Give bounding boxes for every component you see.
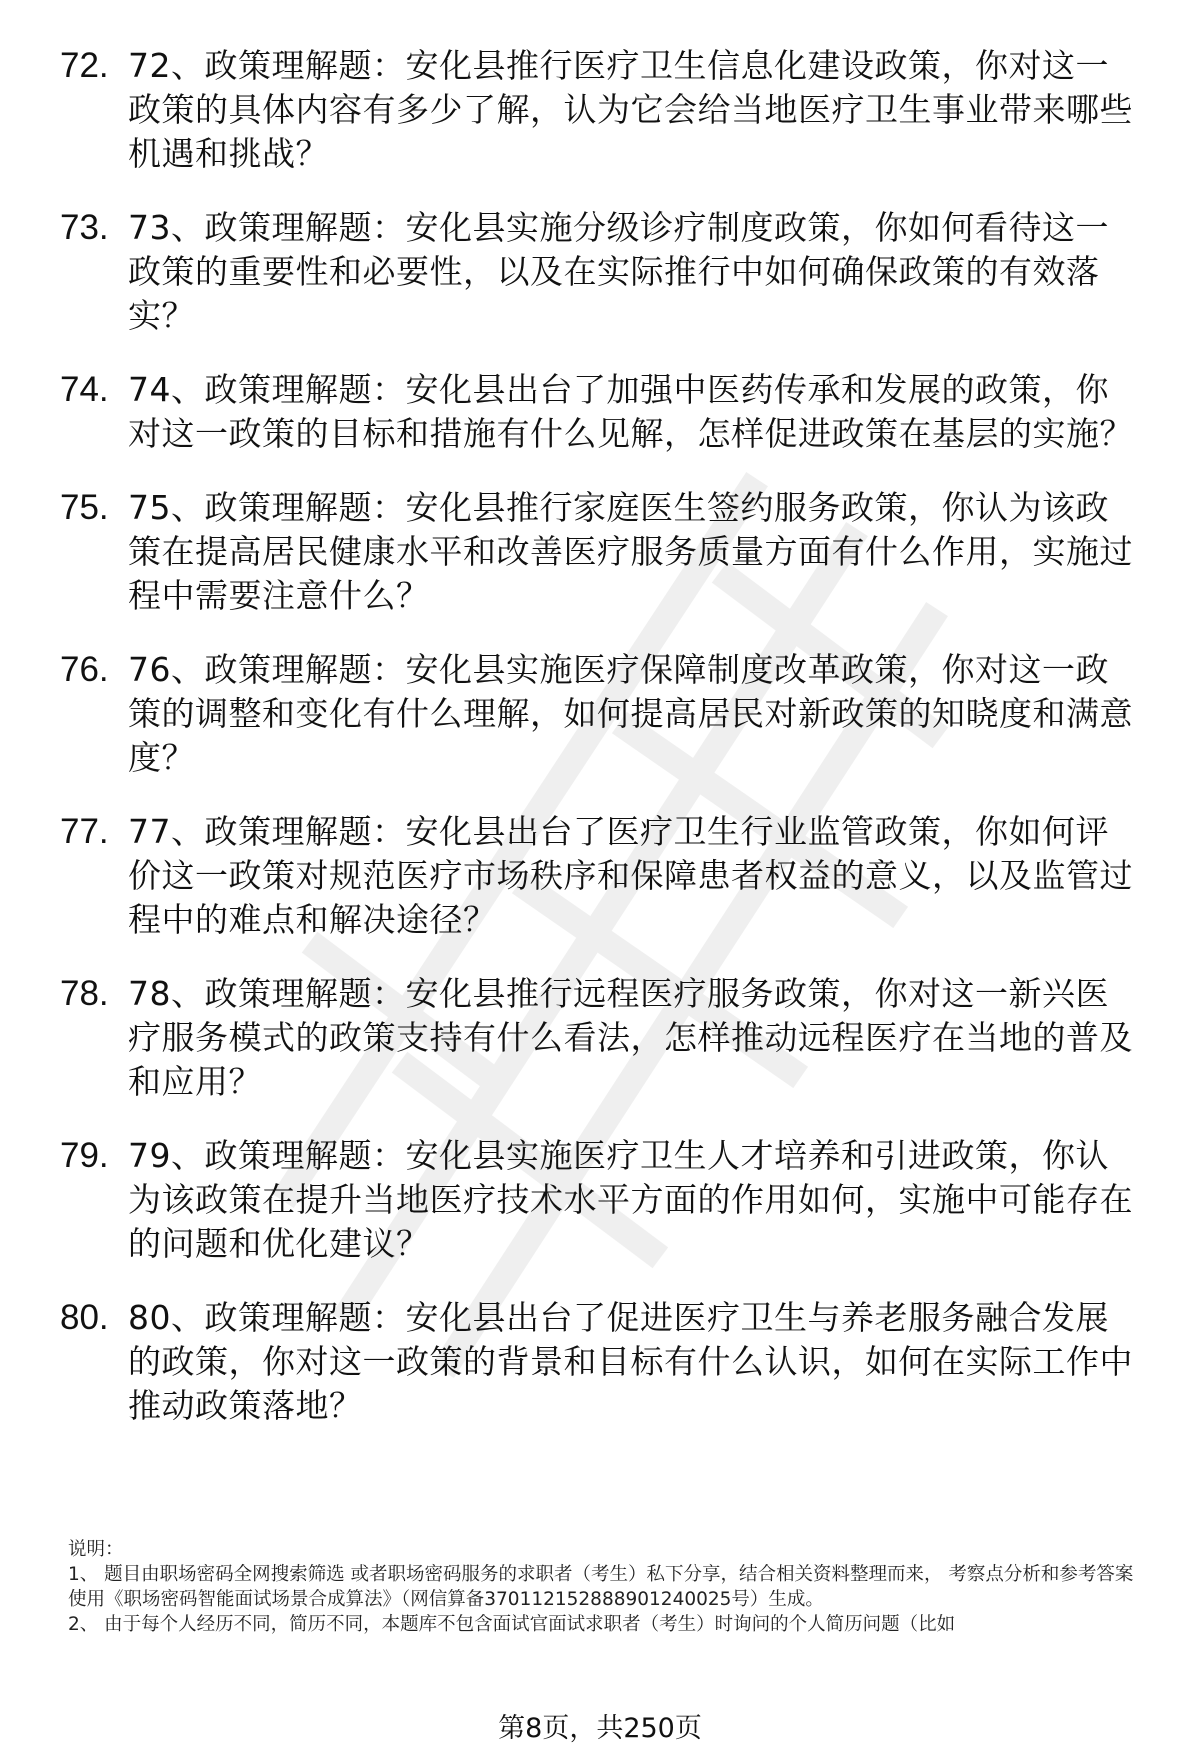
notes-item: 1、 题目由职场密码全网搜索筛选 或者职场密码服务的求职者（考生）私下分享，结合相关资料整理而来， 考察点分析和参考答案使用《职场密码智能面试场景合成算法》（网信算备370112152888901240025号）生成。 [68,1564,1134,1610]
question-text: 75、政策理解题：安化县推行家庭医生签约服务政策，你认为该政策在提高居民健康水平和改善医疗服务质量方面有什么作用，实施过程中需要注意什么？ [128,488,1133,615]
question-text: 73、政策理解题：安化县实施分级诊疗制度政策，你如何看待这一政策的重要性和必要性，以及在实际推行中如何确保政策的有效落实？ [128,208,1109,335]
question-number: 76. [60,650,109,689]
question-item [60,44,1140,176]
question-item [60,1134,1140,1266]
question-text: 72、政策理解题：安化县推行医疗卫生信息化建设政策，你对这一政策的具体内容有多少了解，认为它会给当地医疗卫生事业带来哪些机遇和挑战？ [128,46,1133,173]
question-text: 77、政策理解题：安化县出台了医疗卫生行业监管政策，你如何评价这一政策对规范医疗市场秩序和保障患者权益的意义，以及监管过程中的难点和解决途径？ [128,812,1133,939]
question-text: 76、政策理解题：安化县实施医疗保障制度改革政策，你对这一政策的调整和变化有什么理解，如何提高居民对新政策的知晓度和满意度？ [128,650,1133,777]
question-text: 74、政策理解题：安化县出台了加强中医药传承和发展的政策，你对这一政策的目标和措施有什么见解，怎样促进政策在基层的实施？ [128,370,1133,453]
question-item [60,486,1140,618]
question-text: 80、政策理解题：安化县出台了促进医疗卫生与养老服务融合发展的政策，你对这一政策的背景和目标有什么认识，如何在实际工作中推动政策落地？ [128,1298,1133,1425]
question-item [60,972,1140,1104]
notes-heading: 说明： [68,1539,124,1560]
question-number: 79. [60,1136,109,1175]
notes-item: 2、 由于每个人经历不同，简历不同，本题库不包含面试官面试求职者（考生）时询问的个人简历问题（比如 [68,1614,956,1635]
question-text: 78、政策理解题：安化县推行远程医疗服务政策，你对这一新兴医疗服务模式的政策支持有什么看法，怎样推动远程医疗在当地的普及和应用？ [128,974,1133,1101]
question-number: 75. [60,488,109,527]
question-number: 80. [60,1298,109,1337]
question-list [60,44,1140,1428]
page-footer: 第8页，共250页 [498,1713,702,1744]
question-item [60,206,1140,338]
question-item [60,1296,1140,1428]
question-item [60,810,1140,942]
question-number: 72. [60,46,109,85]
question-number: 74. [60,370,109,409]
question-item [60,368,1140,456]
question-item [60,648,1140,780]
question-number: 73. [60,208,109,247]
notes-section [68,1537,1140,1637]
question-number: 78. [60,974,109,1013]
question-text: 79、政策理解题：安化县实施医疗卫生人才培养和引进政策，你认为该政策在提升当地医疗技术水平方面的作用如何，实施中可能存在的问题和优化建议？ [128,1136,1133,1263]
question-number: 77. [60,812,109,851]
